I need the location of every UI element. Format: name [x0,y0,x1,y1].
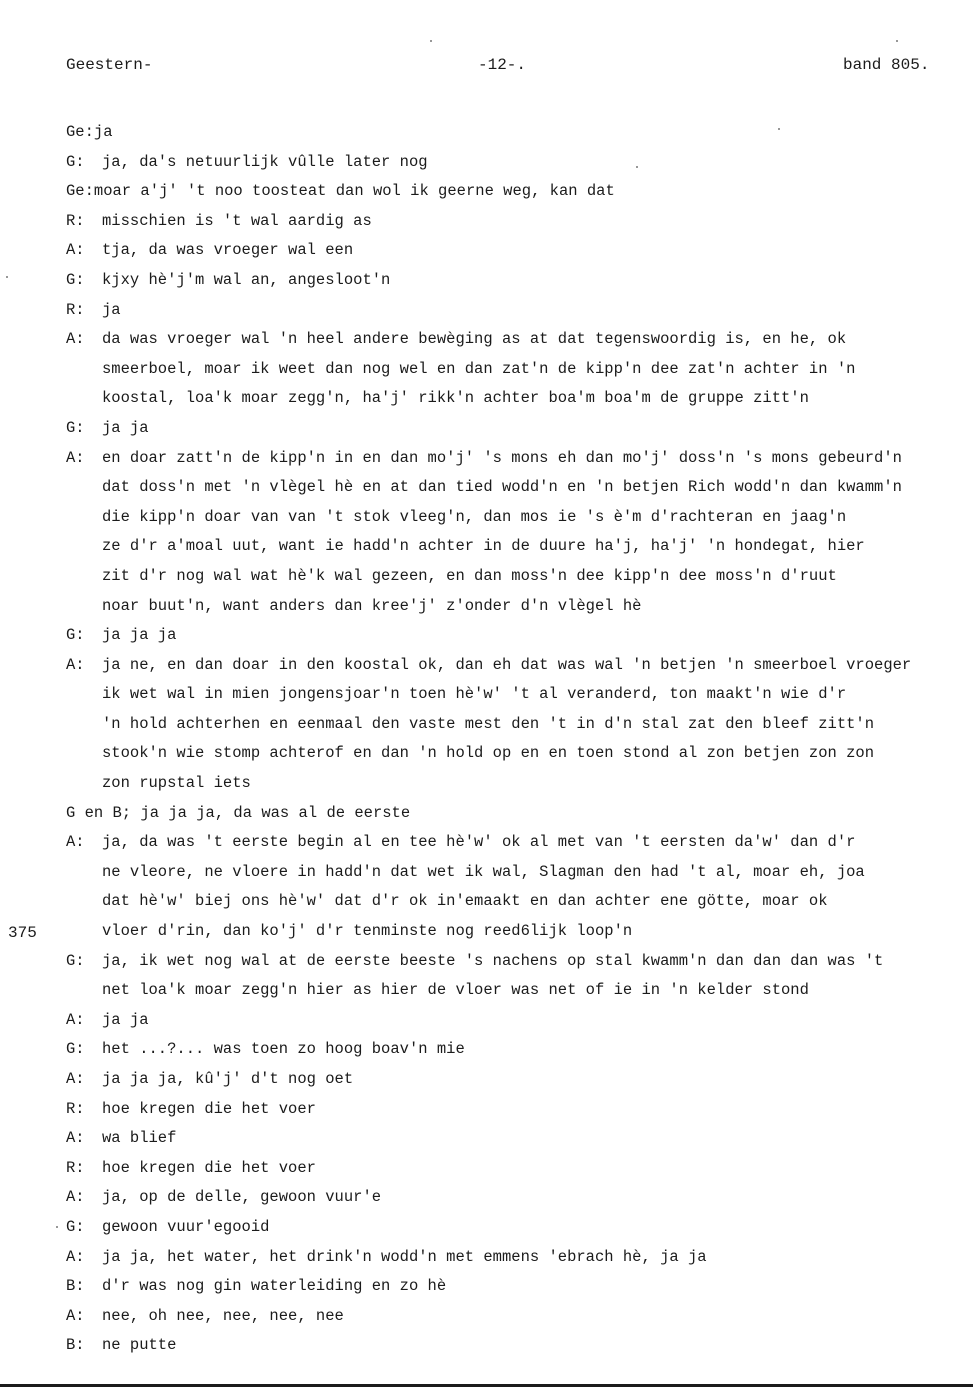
transcript-turn [66,828,971,946]
utterance-text: misschien is 't wal aardig as [102,211,372,230]
utterance-text: ja ne, en dan doar in den koostal ok, dan eh dat was wal 'n betjen 'n smeerboel vroeger ik wet wal in mien jongensjoar'n toen hè'w' 't al veranderd, ton maakt'n wie d'r 'n hold achterhen en eenmaal den vaste mest den 't in d'n stal zat den bleef zitt'n stook'n wie stomp achterof en dan 'n hold op en en toen stond al zon betjen zon zon zon rupstal iets [102,655,912,793]
speaker-label: A: [66,1188,85,1207]
utterance-text: da was vroeger wal 'n heel andere bewèging as at dat tegenswoordig is, en he, ok smeerboel, moar ik weet dan nog wel en dan zat'n de kipp'n dee zat'n achter in 'n koostal, loa'k moar zegg'n, ha'j' rikk'n achter boa'm boa'm de gruppe zitt'n [102,330,856,408]
transcript-turn [66,1035,971,1065]
margin-counter-note: 375 [8,924,37,942]
transcript-turn [66,1213,971,1243]
utterance-text: gewoon vuur'egooid [102,1217,270,1236]
utterance-text: hoe kregen die het voer [102,1158,316,1177]
speaker-label: A: [66,1247,85,1266]
transcript-turn [66,207,971,237]
transcript-turn [66,1095,971,1125]
transcript-turn [66,1272,971,1302]
speaker-label: G: [66,1040,85,1059]
speaker-label: A: [66,1306,85,1325]
transcript-turn [66,1154,971,1184]
transcript-turn [66,325,971,414]
speaker-label: B: [66,1277,85,1296]
scan-speck [636,166,638,168]
bottom-rule [0,1384,973,1387]
scan-speck [778,128,780,130]
utterance-text: ja [102,300,121,319]
transcript-turn [66,947,971,1006]
speaker-label: R: [66,1099,85,1118]
utterance-text: ja ja ja, kû'j' d't nog oet [102,1070,354,1088]
utterance-text: Ge:ja [66,123,113,141]
utterance-text: kjxy hè'j'm wal an, angesloot'n [102,270,391,289]
speaker-label: A: [66,833,85,852]
transcript-turn [66,621,971,651]
transcript-turn [66,1006,971,1036]
transcript-turn [66,651,971,799]
page-number: -12-. [478,56,527,74]
utterance-text: nee, oh nee, nee, nee, nee [102,1306,344,1325]
utterance-text: wa blief [102,1129,177,1148]
utterance-text: G en B; ja ja ja, da was al de eerste [66,803,411,822]
utterance-text: tja, da was vroeger wal een [102,241,354,260]
speaker-label: G: [66,270,85,289]
speaker-label: R: [66,1158,85,1177]
utterance-text: d'r was nog gin waterleiding en zo hè [102,1277,447,1296]
transcript-turn [66,1302,971,1332]
speaker-label: G: [66,626,85,645]
transcript-turn [66,118,971,148]
speaker-label: G: [66,418,85,437]
transcript-turn [66,1124,971,1154]
utterance-text: ja ja ja [102,626,177,645]
utterance-text: ja ja [102,1010,149,1029]
speaker-label: R: [66,300,85,319]
speaker-label: A: [66,1070,85,1088]
header-location: Geestern- [66,56,153,74]
utterance-text: en doar zatt'n de kipp'n in en dan mo'j' 's mons eh dan mo'j' doss'n 's mons gebeurd'n dat doss'n met 'n vlègel hè en at dan tied wodd'n en 'n betjen Rich wodd'n dan kwamm'n die kipp'n doar van van 't stok vleeg'n, dan mos ie 's è'm d'rachteran en jaag'n ze d'r a'moal uut, want ie hadd'n achter in de duure ha'j, ha'j' 'n hondegat, hier zit d'r nog wal wat hè'k wal gezeen, en dan moss'n dee kipp'n dee moss'n d'ruut noar buut'n, want anders dan kree'j' z'onder d'n vlègel hè [102,448,902,615]
utterance-text: ja, ik wet nog wal at de eerste beeste 's nachens op stal kwamm'n dan dan dan was 't net loa'k moar zegg'n hier as hier de vloer was net of ie in 'n kelder stond [102,951,884,1000]
transcript-turn [66,148,971,178]
transcript-turn [66,444,971,622]
transcript-turn [66,414,971,444]
utterance-text: ja, da's netuurlijk vûlle later nog [102,152,428,171]
scan-speck [56,1226,58,1228]
utterance-text: het ...?... was toen zo hoog boav'n mie [102,1040,465,1059]
utterance-text: Ge:moar a'j' 't noo toosteat dan wol ik geerne weg, kan dat [66,182,615,201]
utterance-text: ja, op de delle, gewoon vuur'e [102,1188,382,1207]
speaker-label: G: [66,152,85,171]
speaker-label: B: [66,1336,85,1355]
transcript-turn [66,1065,971,1095]
utterance-text: hoe kregen die het voer [102,1099,316,1118]
speaker-label: A: [66,1010,85,1029]
speaker-label: G: [66,1217,85,1236]
speaker-label: R: [66,211,85,230]
transcript-turn [66,1331,971,1361]
transcript-body [66,118,971,1361]
scan-speck [430,40,432,42]
speaker-label: A: [66,241,85,260]
utterance-text: ne putte [102,1336,177,1355]
tape-number: band 805. [843,56,930,74]
speaker-label: A: [66,655,85,674]
transcript-turn [66,266,971,296]
scan-speck [6,276,8,278]
utterance-text: ja ja, het water, het drink'n wodd'n met emmens 'ebrach hè, ja ja [102,1247,707,1266]
scan-speck [896,40,898,42]
transcript-turn [66,236,971,266]
transcript-turn [66,1243,971,1273]
transcript-turn [66,799,971,829]
transcript-turn [66,1183,971,1213]
speaker-label: G: [66,951,85,970]
speaker-label: A: [66,448,85,467]
transcript-turn [66,296,971,326]
speaker-label: A: [66,1129,85,1148]
speaker-label: A: [66,330,85,349]
utterance-text: ja ja [102,418,149,437]
transcript-turn [66,177,971,207]
utterance-text: ja, da was 't eerste begin al en tee hè'w' ok al met van 't eersten da'w' dan d'r ne vleore, ne vloere in hadd'n dat wet ik wal, Slagman den had 't al, moar eh, joa dat hè'w' biej ons hè'w' dat d'r ok in'emaakt en dan achter ene götte, moar ok vloer d'rin, dan ko'j' d'r tenminste nog reed6lijk loop'n [102,833,865,941]
